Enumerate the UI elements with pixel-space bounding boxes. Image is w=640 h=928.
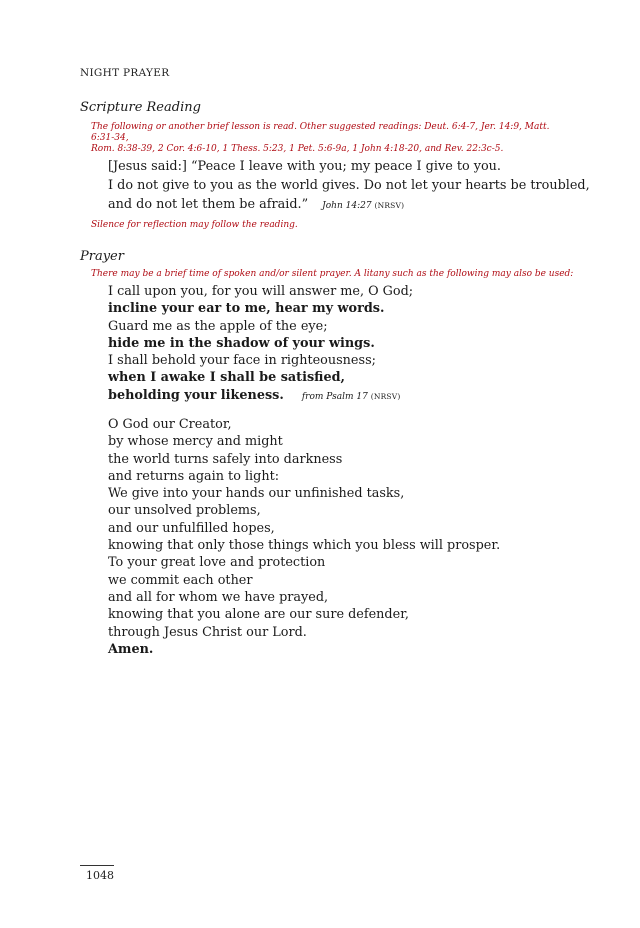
collect-line: through Jesus Christ our Lord. bbox=[108, 624, 307, 640]
litany-response: incline your ear to me, hear my words. bbox=[108, 301, 385, 317]
scripture-line-last bbox=[108, 195, 590, 214]
scripture-line-text: and do not let them be afraid.” bbox=[108, 197, 309, 212]
scripture-line: I do not give to you as the world gives. Do not let your hearts be troubled, bbox=[108, 178, 590, 193]
collect-line: we commit each other bbox=[108, 572, 253, 588]
scripture-reading-heading: Scripture Reading bbox=[80, 100, 201, 115]
collect-line: knowing that only those things which you bless will prosper. bbox=[108, 538, 501, 554]
amen: Amen. bbox=[108, 641, 154, 657]
litany-line: Guard me as the apple of the eye; bbox=[108, 318, 328, 334]
collect-line: and returns again to light: bbox=[108, 468, 280, 484]
scripture-citation-version: (NRSV) bbox=[374, 201, 405, 210]
collect-line: We give into your hands our unfinished tasks, bbox=[108, 486, 405, 502]
scripture-rubric-line-2: Rom. 8:38-39, 2 Cor. 4:6-10, 1 Thess. 5:23, 1 Pet. 5:6-9a, 1 John 4:18-20, and Rev. 22:3c-5. bbox=[91, 144, 504, 154]
litany-citation bbox=[302, 392, 401, 402]
prayer-rubric: There may be a brief time of spoken and/or silent prayer. A litany such as the following may also be used: bbox=[91, 269, 574, 279]
collect-line: our unsolved problems, bbox=[108, 503, 261, 519]
collect-line: the world turns safely into darkness bbox=[108, 451, 343, 467]
litany-line-last bbox=[108, 387, 413, 404]
collect-line: knowing that you alone are our sure defender, bbox=[108, 607, 409, 623]
litany bbox=[108, 283, 413, 404]
collect-line: To your great love and protection bbox=[108, 555, 326, 571]
litany-line: I shall behold your face in righteousness; bbox=[108, 353, 376, 369]
collect-line: O God our Creator, bbox=[108, 417, 232, 432]
page-number: 1048 bbox=[86, 869, 114, 882]
litany-response: when I awake I shall be satisfied, bbox=[108, 370, 346, 386]
litany-citation-ref: from Psalm 17 bbox=[301, 391, 368, 402]
footer-rule bbox=[80, 865, 114, 866]
scripture-line: [Jesus said:] “Peace I leave with you; my peace I give to you. bbox=[108, 159, 501, 174]
litany-response: beholding your likeness. bbox=[108, 387, 284, 403]
scripture-passage bbox=[108, 157, 590, 214]
scripture-rubric-line-1: The following or another brief lesson is read. Other suggested readings: Deut. 6:4-7, Jer. 14:9, Matt. 6:31-34, bbox=[91, 122, 550, 143]
running-head: NIGHT PRAYER bbox=[80, 67, 170, 79]
litany-citation-version: (NRSV) bbox=[370, 391, 401, 401]
collect-line: and our unfulfilled hopes, bbox=[108, 520, 275, 536]
scripture-citation-ref: John 14:27 bbox=[322, 201, 372, 211]
litany-response: hide me in the shadow of your wings. bbox=[108, 335, 375, 351]
scripture-rubric bbox=[91, 122, 551, 155]
prayer-heading: Prayer bbox=[80, 249, 124, 264]
collect-line: and all for whom we have prayed, bbox=[108, 589, 329, 605]
litany-line: I call upon you, for you will answer me, O God; bbox=[108, 284, 414, 299]
scripture-citation bbox=[322, 201, 404, 211]
collect-prayer bbox=[108, 416, 500, 658]
silence-rubric: Silence for reflection may follow the reading. bbox=[91, 220, 298, 230]
collect-line: by whose mercy and might bbox=[108, 434, 283, 450]
